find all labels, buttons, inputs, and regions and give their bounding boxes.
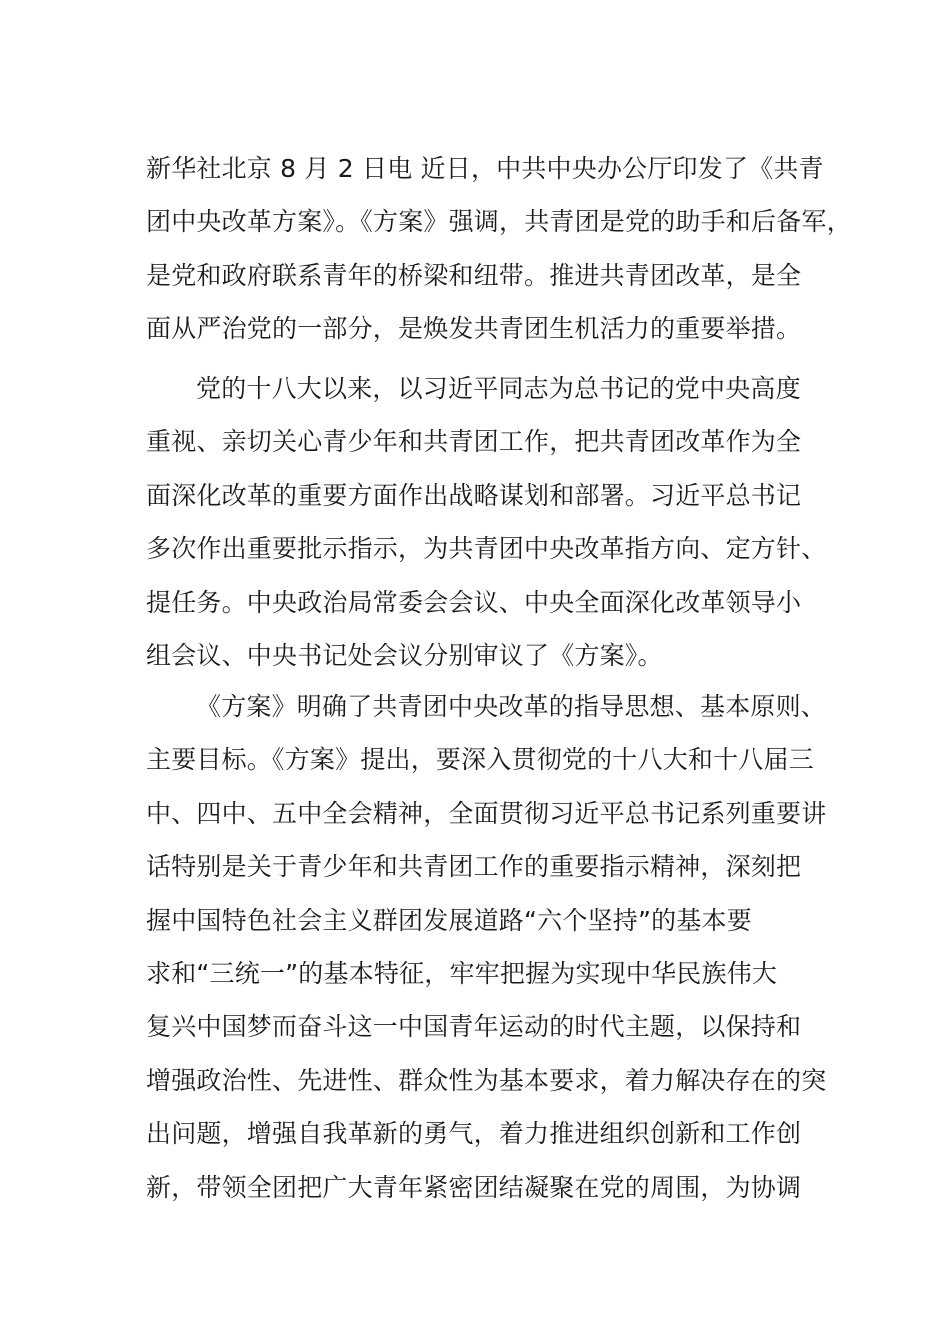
text-line: 党的十八大以来，以习近平同志为总书记的党中央高度 <box>196 374 801 403</box>
text-line: 新华社北京 8 月 2 日电 近日，中共中央办公厅印发了《共青 <box>146 154 824 183</box>
text-line: 增强政治性、先进性、群众性为基本要求，着力解决存在的突 <box>146 1065 827 1095</box>
text-line: 新，带领全团把广大青年紧密团结凝聚在党的周围，为协调 <box>146 1172 802 1202</box>
text-line: 握中国特色社会主义群团发展道路“六个坚持”的基本要 <box>146 905 752 935</box>
text-line: 主要目标。《方案》提出，要深入贯彻党的十八大和十八届三 <box>146 745 814 775</box>
text-line: 话特别是关于青少年和共青团工作的重要指示精神，深刻把 <box>146 852 802 882</box>
text-line: 求和“三统一”的基本特征，牢牢把握为实现中华民族伟大 <box>146 958 778 988</box>
text-line: 面从严治党的一部分，是焕发共青团生机活力的重要举措。 <box>146 314 802 344</box>
text-line: 《方案》明确了共青团中央改革的指导思想、基本原则、 <box>196 692 827 721</box>
text-line: 复兴中国梦而奋斗这一中国青年运动的时代主题，以保持和 <box>146 1012 802 1042</box>
text-line: 重视、亲切关心青少年和共青团工作，把共青团改革作为全 <box>146 427 802 457</box>
text-line: 多次作出重要批示指示，为共青团中央改革指方向、定方针、 <box>146 534 827 564</box>
text-line: 中、四中、五中全会精神，全面贯彻习近平总书记系列重要讲 <box>146 798 827 828</box>
text-line: 面深化改革的重要方面作出战略谋划和部署。习近平总书记 <box>146 480 802 510</box>
text-line: 出问题，增强自我革新的勇气，着力推进组织创新和工作创 <box>146 1119 802 1149</box>
text-line: 提任务。中央政治局常委会会议、中央全面深化改革领导小 <box>146 587 802 617</box>
text-line: 是党和政府联系青年的桥梁和纽带。推进共青团改革，是全 <box>146 260 802 290</box>
paragraph-3 <box>146 680 826 1214</box>
paragraph-2 <box>146 362 826 682</box>
text-line: 团中央改革方案》。《方案》强调，共青团是党的助手和后备军， <box>146 207 852 237</box>
paragraph-1 <box>146 142 852 356</box>
text-line: 组会议、中央书记处会议分别审议了《方案》。 <box>146 640 663 670</box>
